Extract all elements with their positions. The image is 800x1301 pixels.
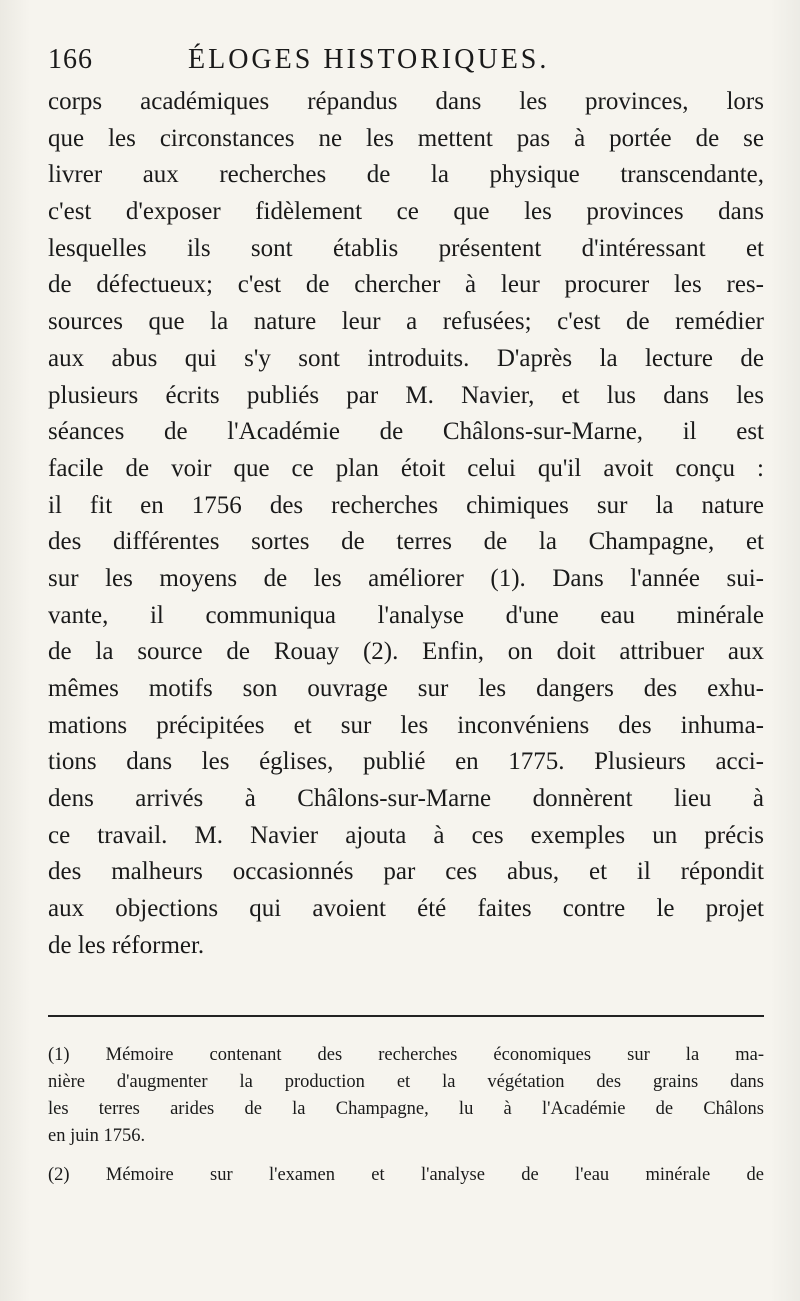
text-line: tions dans les églises, publié en 1775. Plusieurs acci- <box>48 748 764 776</box>
footnote-rule <box>48 1015 764 1017</box>
footnote-line: (1) Mémoire contenant des recherches économiques sur la ma- <box>48 1045 764 1065</box>
text-line: ce travail. M. Navier ajouta à ces exemples un précis <box>48 821 764 849</box>
footnote-line: nière d'augmenter la production et la végétation des grains dans <box>48 1072 764 1092</box>
text-line: de les réformer. <box>48 931 205 959</box>
text-line: aux objections qui avoient été faites contre le projet <box>48 895 764 923</box>
body-text <box>48 84 764 965</box>
text-line: c'est d'exposer fidèlement ce que les provinces dans <box>48 198 764 226</box>
text-line: sur les moyens de les améliorer (1). Dans l'année sui- <box>48 564 764 592</box>
footnote-1 <box>48 1042 764 1150</box>
text-line: sources que la nature leur a refusées; c'est de remédier <box>48 308 764 336</box>
text-line: livrer aux recherches de la physique transcendante, <box>48 161 764 189</box>
text-line: de la source de Rouay (2). Enfin, on doit attribuer aux <box>48 638 764 666</box>
text-line: séances de l'Académie de Châlons-sur-Marne, il est <box>48 418 764 446</box>
footnote-line: (2) Mémoire sur l'examen et l'analyse de l'eau minérale de <box>48 1165 764 1185</box>
footnote-2 <box>48 1162 764 1189</box>
footnote-line: les terres arides de la Champagne, lu à l'Académie de Châlons <box>48 1099 764 1119</box>
text-line: des différentes sortes de terres de la Champagne, et <box>48 528 764 556</box>
text-line: mêmes motifs son ouvrage sur les dangers des exhu- <box>48 675 764 702</box>
text-line: plusieurs écrits publiés par M. Navier, et lus dans les <box>48 381 764 409</box>
text-line: corps académiques répandus dans les provinces, lors <box>48 88 764 115</box>
running-title: ÉLOGES HISTORIQUES. <box>188 44 550 75</box>
footnotes <box>48 1042 764 1189</box>
text-line: mations précipitées et sur les inconvéniens des inhuma- <box>48 711 764 739</box>
footnote-line: en juin 1756. <box>48 1126 146 1146</box>
running-head <box>48 44 758 84</box>
page-number: 166 <box>48 44 93 75</box>
text-line: vante, il communiqua l'analyse d'une eau minérale <box>48 601 764 629</box>
text-line: dens arrivés à Châlons-sur-Marne donnèrent lieu à <box>48 785 764 813</box>
text-line: lesquelles ils sont établis présentent d'intéressant et <box>48 234 764 262</box>
text-line: aux abus qui s'y sont introduits. D'après la lecture de <box>48 344 764 372</box>
text-line: que les circonstances ne les mettent pas à portée de se <box>48 124 764 152</box>
text-line: facile de voir que ce plan étoit celui qu'il avoit conçu : <box>48 454 764 482</box>
text-line: de défectueux; c'est de chercher à leur procurer les res- <box>48 271 764 299</box>
text-line: il fit en 1756 des recherches chimiques sur la nature <box>48 491 764 519</box>
text-line: des malheurs occasionnés par ces abus, et il répondit <box>48 858 764 886</box>
